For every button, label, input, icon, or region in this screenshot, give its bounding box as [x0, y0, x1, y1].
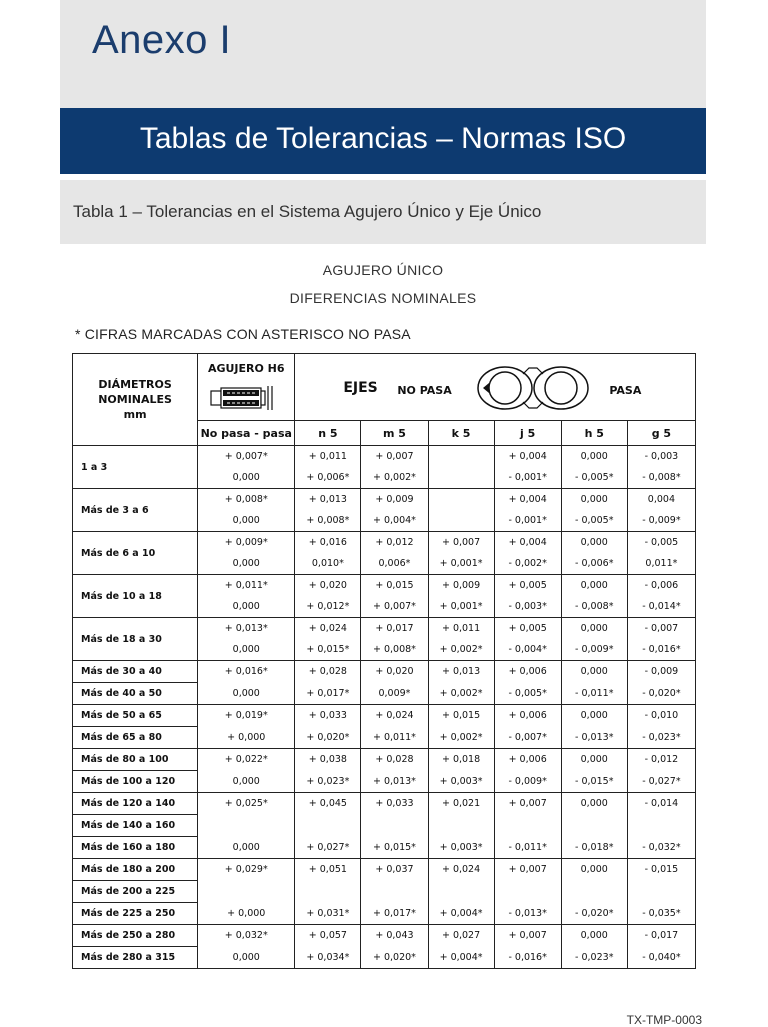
value-cell: + 0,019* [198, 705, 295, 727]
value-cell: - 0,018* [561, 837, 627, 859]
diameter-cell: Más de 10 a 18 [73, 575, 198, 618]
value-cell: + 0,023* [295, 771, 361, 793]
value-cell: + 0,004* [428, 903, 494, 925]
value-cell: - 0,005* [561, 467, 627, 489]
table-row [73, 683, 696, 705]
header-diametros-line: DIÁMETROS [98, 378, 172, 391]
value-cell: + 0,031* [295, 903, 361, 925]
value-cell: 0,000 [561, 575, 627, 597]
header-no-pasa-pasa: No pasa - pasa [198, 421, 295, 446]
col-h5: h 5 [561, 421, 627, 446]
value-cell: + 0,001* [428, 596, 494, 618]
value-cell: - 0,003* [494, 596, 561, 618]
value-cell [361, 881, 428, 903]
value-cell: + 0,012* [295, 596, 361, 618]
table-row [73, 618, 696, 640]
header-pasa-label: PASA [609, 384, 642, 397]
value-cell: 0,000 [561, 446, 627, 468]
value-cell [561, 815, 627, 837]
table-row [73, 532, 696, 554]
value-cell: + 0,006 [494, 749, 561, 771]
value-cell: + 0,015 [361, 575, 428, 597]
value-cell: + 0,013* [198, 618, 295, 640]
value-cell: + 0,007 [494, 925, 561, 947]
value-cell: + 0,015* [361, 837, 428, 859]
value-cell: + 0,004* [361, 510, 428, 532]
value-cell: - 0,010 [627, 705, 695, 727]
value-cell: 0,000 [561, 705, 627, 727]
value-cell: + 0,004* [428, 947, 494, 969]
value-cell: + 0,006 [494, 661, 561, 683]
value-cell: - 0,023* [561, 947, 627, 969]
value-cell: - 0,007* [494, 727, 561, 749]
header-agujero-h6-label: AGUJERO H6 [207, 362, 285, 375]
value-cell: + 0,016* [198, 661, 295, 683]
col-j5: j 5 [494, 421, 561, 446]
value-cell: - 0,020* [561, 903, 627, 925]
value-cell: 0,000 [561, 618, 627, 640]
value-cell: + 0,007 [361, 446, 428, 468]
value-cell: 0,000 [561, 925, 627, 947]
diameter-cell: Más de 30 a 40 [73, 661, 198, 683]
value-cell: + 0,027* [295, 837, 361, 859]
document-code: TX-TMP-0003 [626, 1013, 702, 1027]
value-cell: + 0,017* [295, 683, 361, 705]
value-cell: + 0,011 [295, 446, 361, 468]
value-cell [561, 881, 627, 903]
table-row [73, 859, 696, 881]
value-cell: - 0,013* [494, 903, 561, 925]
value-cell: + 0,013 [295, 489, 361, 511]
diameter-cell: Más de 280 a 315 [73, 947, 198, 969]
value-cell: - 0,014 [627, 793, 695, 815]
value-cell: 0,000 [198, 639, 295, 661]
value-cell: + 0,032* [198, 925, 295, 947]
value-cell: - 0,005 [627, 532, 695, 554]
table-row [73, 489, 696, 511]
table-row [73, 575, 696, 597]
value-cell: - 0,011* [561, 683, 627, 705]
value-cell [428, 467, 494, 489]
table-row [73, 771, 696, 793]
value-cell: - 0,009* [627, 510, 695, 532]
value-cell: - 0,003 [627, 446, 695, 468]
value-cell [361, 815, 428, 837]
value-cell: + 0,007 [428, 532, 494, 554]
value-cell: + 0,016 [295, 532, 361, 554]
header-ejes-label: EJES [343, 380, 378, 396]
diameter-cell: Más de 40 a 50 [73, 683, 198, 705]
value-cell: + 0,008* [295, 510, 361, 532]
value-cell: - 0,012 [627, 749, 695, 771]
table-row [73, 661, 696, 683]
value-cell: - 0,006* [561, 553, 627, 575]
value-cell: 0,011* [627, 553, 695, 575]
value-cell: 0,000 [561, 532, 627, 554]
value-cell: - 0,009* [561, 639, 627, 661]
value-cell: - 0,008* [627, 467, 695, 489]
value-cell: - 0,035* [627, 903, 695, 925]
value-cell: 0,000 [561, 661, 627, 683]
value-cell: 0,000 [198, 467, 295, 489]
value-cell: + 0,057 [295, 925, 361, 947]
diameter-cell: Más de 100 a 120 [73, 771, 198, 793]
value-cell: + 0,024 [361, 705, 428, 727]
value-cell: 0,000 [561, 489, 627, 511]
table-row [73, 837, 696, 859]
value-cell: + 0,011 [428, 618, 494, 640]
value-cell: + 0,005 [494, 618, 561, 640]
value-cell: + 0,017 [361, 618, 428, 640]
value-cell: + 0,037 [361, 859, 428, 881]
value-cell: + 0,000 [198, 903, 295, 925]
table-row [73, 446, 696, 468]
value-cell: + 0,009 [361, 489, 428, 511]
value-cell: - 0,001* [494, 467, 561, 489]
value-cell: + 0,051 [295, 859, 361, 881]
value-cell: 0,000 [198, 837, 295, 859]
value-cell: + 0,024 [428, 859, 494, 881]
value-cell: - 0,016* [494, 947, 561, 969]
value-cell: - 0,005* [561, 510, 627, 532]
annex-title: Anexo I [92, 18, 232, 62]
value-cell: - 0,027* [627, 771, 695, 793]
col-n5: n 5 [295, 421, 361, 446]
value-cell: 0,006* [361, 553, 428, 575]
value-cell: + 0,007 [494, 859, 561, 881]
value-cell: - 0,015 [627, 859, 695, 881]
value-cell: - 0,014* [627, 596, 695, 618]
value-cell: - 0,015* [561, 771, 627, 793]
header-agujero-h6 [198, 354, 295, 421]
value-cell: + 0,038 [295, 749, 361, 771]
col-k5: k 5 [428, 421, 494, 446]
diameter-cell: Más de 120 a 140 [73, 793, 198, 815]
value-cell: + 0,033 [295, 705, 361, 727]
value-cell: - 0,002* [494, 553, 561, 575]
tolerance-table [72, 353, 696, 969]
value-cell: + 0,000 [198, 727, 295, 749]
value-cell: + 0,020* [361, 947, 428, 969]
value-cell [494, 815, 561, 837]
header-no-pasa-label: NO PASA [397, 384, 452, 397]
table-row [73, 925, 696, 947]
value-cell: - 0,017 [627, 925, 695, 947]
value-cell: + 0,004 [494, 446, 561, 468]
value-cell: 0,000 [198, 947, 295, 969]
diameter-cell: Más de 160 a 180 [73, 837, 198, 859]
header-ejes [295, 354, 696, 421]
value-cell: 0,000 [561, 749, 627, 771]
table-row [73, 705, 696, 727]
value-cell [627, 815, 695, 837]
value-cell: + 0,009* [198, 532, 295, 554]
value-cell: + 0,028 [295, 661, 361, 683]
table-caption-box [60, 180, 706, 244]
value-cell: - 0,009* [494, 771, 561, 793]
value-cell: 0,000 [561, 859, 627, 881]
value-cell: + 0,020 [295, 575, 361, 597]
page-title: Tablas de Tolerancias – Normas ISO [139, 122, 627, 155]
value-cell: + 0,027 [428, 925, 494, 947]
intro-line-2: DIFERENCIAS NOMINALES [289, 290, 477, 306]
value-cell: + 0,020* [295, 727, 361, 749]
value-cell [428, 489, 494, 511]
value-cell: + 0,002* [428, 639, 494, 661]
diameter-cell: Más de 225 a 250 [73, 903, 198, 925]
value-cell [295, 881, 361, 903]
diameter-cell: 1 a 3 [73, 446, 198, 489]
table-row [73, 727, 696, 749]
value-cell: + 0,045 [295, 793, 361, 815]
value-cell: + 0,007* [361, 596, 428, 618]
value-cell: 0,000 [198, 683, 295, 705]
title-band [60, 108, 706, 174]
table-row [73, 815, 696, 837]
value-cell: + 0,034* [295, 947, 361, 969]
value-cell: + 0,018 [428, 749, 494, 771]
value-cell [494, 881, 561, 903]
diameter-cell: Más de 80 a 100 [73, 749, 198, 771]
diameter-cell: Más de 65 a 80 [73, 727, 198, 749]
snap-gauge-icon [473, 364, 593, 412]
value-cell: - 0,011* [494, 837, 561, 859]
value-cell: + 0,005 [494, 575, 561, 597]
value-cell: + 0,011* [198, 575, 295, 597]
value-cell: + 0,043 [361, 925, 428, 947]
header-diametros [73, 354, 198, 446]
value-cell [428, 446, 494, 468]
value-cell: + 0,002* [428, 727, 494, 749]
value-cell: - 0,007 [627, 618, 695, 640]
value-cell: + 0,029* [198, 859, 295, 881]
value-cell: - 0,032* [627, 837, 695, 859]
value-cell: + 0,022* [198, 749, 295, 771]
value-cell: + 0,007 [494, 793, 561, 815]
value-cell: + 0,015* [295, 639, 361, 661]
value-cell: - 0,009 [627, 661, 695, 683]
value-cell: + 0,017* [361, 903, 428, 925]
value-cell: - 0,008* [561, 596, 627, 618]
value-cell: 0,010* [295, 553, 361, 575]
table-row [73, 749, 696, 771]
value-cell: + 0,006 [494, 705, 561, 727]
value-cell: 0,000 [198, 771, 295, 793]
value-cell [428, 510, 494, 532]
value-cell: + 0,021 [428, 793, 494, 815]
value-cell: + 0,013* [361, 771, 428, 793]
col-g5: g 5 [627, 421, 695, 446]
value-cell [428, 881, 494, 903]
value-cell: 0,000 [198, 510, 295, 532]
value-cell [627, 881, 695, 903]
value-cell: + 0,006* [295, 467, 361, 489]
value-cell: + 0,002* [361, 467, 428, 489]
diameter-cell: Más de 18 a 30 [73, 618, 198, 661]
diameter-cell: Más de 3 a 6 [73, 489, 198, 532]
value-cell [428, 815, 494, 837]
header-nominales-line: NOMINALES [98, 393, 172, 406]
diameter-cell: Más de 50 a 65 [73, 705, 198, 727]
value-cell: + 0,025* [198, 793, 295, 815]
value-cell: + 0,003* [428, 837, 494, 859]
value-cell: + 0,007* [198, 446, 295, 468]
value-cell: + 0,011* [361, 727, 428, 749]
asterisk-note: * CIFRAS MARCADAS CON ASTERISCO NO PASA [75, 326, 411, 342]
value-cell: - 0,040* [627, 947, 695, 969]
value-cell: - 0,006 [627, 575, 695, 597]
value-cell: + 0,009 [428, 575, 494, 597]
value-cell: + 0,004 [494, 532, 561, 554]
diameter-cell: Más de 200 a 225 [73, 881, 198, 903]
value-cell: 0,004 [627, 489, 695, 511]
diameter-cell: Más de 140 a 160 [73, 815, 198, 837]
intro-line-1: AGUJERO ÚNICO [322, 262, 444, 278]
value-cell: + 0,028 [361, 749, 428, 771]
value-cell [198, 815, 295, 837]
annex-header [60, 0, 706, 108]
diameter-cell: Más de 6 a 10 [73, 532, 198, 575]
value-cell: - 0,016* [627, 639, 695, 661]
diameter-cell: Más de 180 a 200 [73, 859, 198, 881]
value-cell: + 0,004 [494, 489, 561, 511]
value-cell: + 0,008* [361, 639, 428, 661]
value-cell: - 0,001* [494, 510, 561, 532]
value-cell: - 0,005* [494, 683, 561, 705]
value-cell: + 0,008* [198, 489, 295, 511]
value-cell: + 0,015 [428, 705, 494, 727]
value-cell: + 0,033 [361, 793, 428, 815]
col-m5: m 5 [361, 421, 428, 446]
value-cell: + 0,013 [428, 661, 494, 683]
value-cell: - 0,004* [494, 639, 561, 661]
value-cell [198, 881, 295, 903]
table-row [73, 793, 696, 815]
table-caption: Tabla 1 – Tolerancias en el Sistema Agujero Único y Eje Único [73, 202, 542, 221]
value-cell: + 0,002* [428, 683, 494, 705]
value-cell: 0,000 [198, 596, 295, 618]
value-cell: - 0,020* [627, 683, 695, 705]
value-cell: + 0,012 [361, 532, 428, 554]
value-cell: 0,000 [198, 553, 295, 575]
table-row [73, 947, 696, 969]
value-cell: 0,009* [361, 683, 428, 705]
diameter-cell: Más de 250 a 280 [73, 925, 198, 947]
value-cell: + 0,020 [361, 661, 428, 683]
value-cell: + 0,001* [428, 553, 494, 575]
value-cell: - 0,013* [561, 727, 627, 749]
value-cell: - 0,023* [627, 727, 695, 749]
gauge-plug-icon [210, 384, 280, 412]
value-cell: + 0,024 [295, 618, 361, 640]
header-mm-line: mm [123, 408, 147, 421]
value-cell: + 0,003* [428, 771, 494, 793]
value-cell [295, 815, 361, 837]
table-row [73, 903, 696, 925]
value-cell: 0,000 [561, 793, 627, 815]
table-row [73, 881, 696, 903]
